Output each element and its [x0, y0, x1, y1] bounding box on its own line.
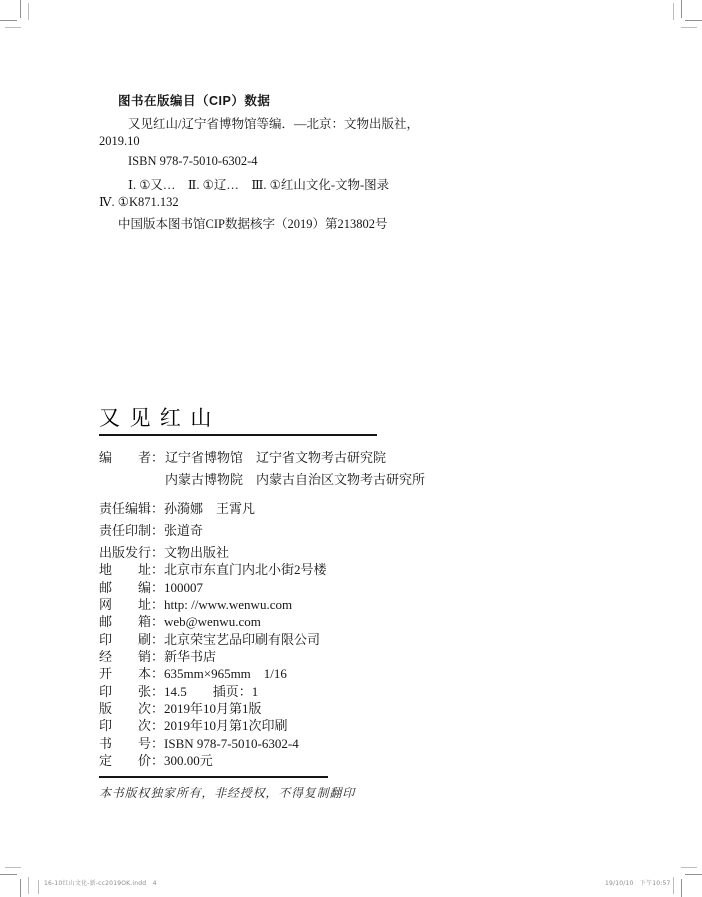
detail-row-email [99, 613, 327, 630]
prepress-filename: 16-10红山文化-新-cc2019OK.indd 4 [44, 880, 157, 887]
cip-block [99, 93, 519, 233]
detail-label: 印 次： [99, 718, 165, 734]
crop-mark-line [681, 879, 682, 897]
editor-names-line: 辽宁省博物馆 辽宁省文物考古研究院 [165, 450, 387, 465]
staff-row-editor [99, 498, 255, 520]
crop-mark-line [5, 867, 21, 868]
detail-value: 635mm×965mm 1/16 [164, 666, 287, 682]
detail-row-publisher [99, 544, 327, 561]
detail-label: 邮 箱： [99, 614, 165, 630]
detail-value: 北京市东直门内北小街2号楼 [164, 562, 327, 578]
detail-value: ISBN 978-7-5010-6302-4 [164, 735, 299, 751]
cip-entry-line: 2019.10 [99, 134, 140, 148]
detail-label: 定 价： [99, 753, 165, 769]
detail-label: 地 址： [99, 562, 165, 578]
publication-details-block [99, 544, 327, 769]
cip-isbn-line: ISBN 978-7-5010-6302-4 [128, 154, 258, 168]
crop-mark-line [0, 20, 17, 21]
crop-mark-line [20, 0, 21, 18]
detail-row-website [99, 596, 327, 613]
note-divider-rule [99, 776, 328, 778]
detail-row-edition [99, 700, 327, 717]
detail-value: 新华书店 [164, 649, 217, 665]
detail-label: 开 本： [99, 666, 165, 682]
crop-mark-line [673, 877, 674, 894]
cip-classification-line: Ⅳ. ①K871.132 [99, 195, 179, 209]
detail-value: 文物出版社 [164, 545, 230, 560]
staff-value: 张道奇 [164, 522, 204, 538]
editor-label: 编 者： [99, 450, 165, 465]
detail-label: 印 刷： [99, 631, 165, 647]
cip-record-number-line: 中国版本图书馆CIP数据核字（2019）第213802号 [118, 217, 388, 231]
staff-row-printing [99, 520, 255, 542]
detail-label: 邮 编： [99, 579, 165, 595]
book-title: 又见红山 [99, 406, 221, 430]
editor-names [165, 447, 425, 490]
crop-mark-line [0, 874, 17, 875]
detail-value: 100007 [164, 579, 204, 595]
editor-names-line: 内蒙古博物院 内蒙古自治区文物考古研究所 [165, 471, 426, 487]
staff-label: 责任编辑： [99, 501, 165, 516]
detail-row-price [99, 752, 327, 769]
detail-label: 出版发行： [99, 545, 165, 560]
crop-mark-line [28, 3, 29, 20]
detail-row-format [99, 665, 327, 682]
crop-mark-line [20, 879, 21, 897]
crop-mark-line [673, 3, 674, 20]
detail-value: 2019年10月第1次印刷 [164, 718, 288, 734]
detail-row-postcode [99, 579, 327, 596]
detail-label: 版 次： [99, 701, 165, 717]
cip-entry-line: 又见红山/辽宁省博物馆等编．—北京：文物出版社， [128, 117, 419, 131]
detail-row-impression [99, 717, 327, 734]
detail-label: 印 张： [99, 683, 165, 699]
copyright-note: 本书版权独家所有，非经授权，不得复制翻印 [99, 786, 356, 800]
detail-value: 300.00元 [164, 753, 213, 769]
crop-mark-line [685, 20, 702, 21]
crop-mark-line [681, 867, 697, 868]
detail-row-distributor [99, 648, 327, 665]
title-divider-rule [99, 434, 377, 436]
detail-value: web@wenwu.com [164, 614, 261, 630]
detail-row-isbn [99, 735, 327, 752]
detail-label: 网 址： [99, 597, 165, 613]
crop-mark-line [5, 27, 21, 28]
crop-mark-line [28, 877, 29, 894]
detail-value: 北京荣宝艺品印刷有限公司 [164, 631, 321, 647]
detail-label: 经 销： [99, 649, 165, 665]
editor-block [99, 447, 425, 490]
crop-mark-line [681, 0, 682, 18]
detail-row-printer [99, 631, 327, 648]
detail-value: 14.5 插页：1 [164, 683, 259, 699]
detail-row-address [99, 561, 327, 578]
detail-row-sheets [99, 683, 327, 700]
detail-value: http: //www.wenwu.com [164, 597, 293, 613]
cip-classification-line: Ⅰ. ①又… Ⅱ. ①辽… Ⅲ. ①红山文化-文物-图录 [128, 178, 390, 192]
staff-label: 责任印制： [99, 522, 165, 538]
staff-block [99, 498, 255, 541]
staff-value: 孙漪娜 王霄凡 [164, 501, 256, 516]
detail-label: 书 号： [99, 735, 165, 751]
prepress-timestamp: 19/10/10 下午10:57 [605, 880, 671, 887]
cip-heading: 图书在版编目（CIP）数据 [118, 94, 271, 108]
crop-mark-line [685, 874, 702, 875]
crop-mark-line [681, 27, 697, 28]
crop-mark-line [38, 880, 39, 894]
detail-value: 2019年10月第1版 [164, 701, 262, 717]
